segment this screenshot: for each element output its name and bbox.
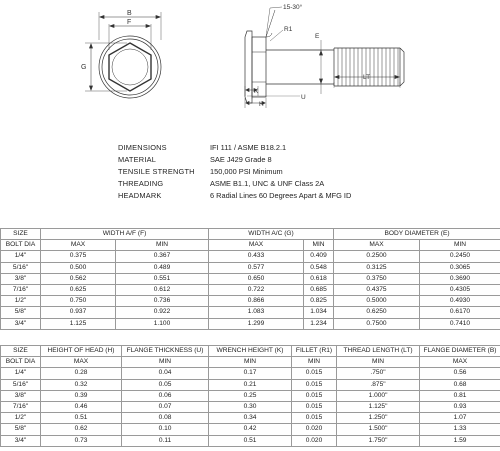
table-cell: 0.020 — [292, 435, 337, 446]
table-cell: 0.5000 — [334, 296, 420, 307]
table-cell: 0.05 — [122, 379, 209, 390]
bolt-size-cell: 5/16" — [1, 262, 41, 273]
dimensions-table-head-flange — [0, 345, 500, 447]
column-header: HEIGHT OF HEAD (H) — [41, 346, 122, 357]
table-cell: 0.3750 — [334, 273, 420, 284]
table-row — [1, 413, 500, 424]
spec-value: SAE J429 Grade 8 — [210, 155, 272, 165]
bolt-size-cell: 3/8" — [1, 390, 41, 401]
table-cell: 0.722 — [209, 285, 304, 296]
column-header: BOLT DIA — [1, 357, 41, 368]
dimensions-table-width-diameter — [0, 228, 500, 330]
column-header: MIN — [116, 240, 209, 251]
column-header: MAX — [41, 240, 116, 251]
table-cell: 0.736 — [116, 296, 209, 307]
table-cell: 0.6250 — [334, 307, 420, 318]
table-cell: 0.32 — [41, 379, 122, 390]
label-u: U — [301, 94, 306, 101]
table-row — [1, 435, 500, 446]
bolt-size-cell: 1/2" — [1, 413, 41, 424]
table-cell: 0.07 — [122, 402, 209, 413]
column-header: MAX — [41, 357, 122, 368]
bolt-size-cell: 1/4" — [1, 368, 41, 379]
table-row — [1, 296, 500, 307]
table-row — [1, 262, 500, 273]
table-row — [1, 424, 500, 435]
column-header: WRENCH HEIGHT (K) — [209, 346, 292, 357]
bolt-head-front-view — [85, 12, 161, 98]
table-cell: 0.04 — [122, 368, 209, 379]
table-cell: 0.46 — [41, 402, 122, 413]
bolt-technical-drawing — [0, 0, 500, 118]
table-cell: 0.015 — [292, 390, 337, 401]
label-k: K — [254, 88, 259, 95]
bolt-size-cell: 3/8" — [1, 273, 41, 284]
table-cell: 0.375 — [41, 251, 116, 262]
spec-key: HEADMARK — [118, 191, 162, 201]
bolt-size-cell: 3/4" — [1, 318, 41, 329]
table-cell: 0.650 — [209, 273, 304, 284]
table-cell: 0.30 — [209, 402, 292, 413]
table-cell: 1.07 — [420, 413, 500, 424]
table-row — [1, 318, 500, 329]
table-cell: 0.750 — [41, 296, 116, 307]
column-header: BOLT DIA — [1, 240, 41, 251]
table-cell: 0.08 — [122, 413, 209, 424]
bolt-size-cell: 5/16" — [1, 379, 41, 390]
table-cell: 0.28 — [41, 368, 122, 379]
table-cell: 1.034 — [304, 307, 334, 318]
table-cell: 0.3125 — [334, 262, 420, 273]
spec-value: 6 Radial Lines 60 Degrees Apart & MFG ID — [210, 191, 352, 201]
spec-row — [118, 190, 351, 202]
bolt-size-cell: 1/4" — [1, 251, 41, 262]
column-header: SIZE — [1, 346, 41, 357]
label-angle: 15-30° — [283, 4, 303, 11]
table-cell: 0.409 — [304, 251, 334, 262]
table-cell: 0.612 — [116, 285, 209, 296]
table-cell: 0.866 — [209, 296, 304, 307]
table-row — [1, 379, 500, 390]
spec-key: MATERIAL — [118, 155, 157, 165]
table-cell: 1.250" — [337, 413, 420, 424]
table-row — [1, 402, 500, 413]
table-cell: 0.4305 — [420, 285, 500, 296]
column-header: MIN — [209, 357, 292, 368]
table-cell: 0.6170 — [420, 307, 500, 318]
table-cell: 1.33 — [420, 424, 500, 435]
column-header: WIDTH A/C (G) — [209, 229, 334, 240]
table-cell: 0.433 — [209, 251, 304, 262]
bolt-size-cell: 3/4" — [1, 435, 41, 446]
table-cell: 0.2500 — [334, 251, 420, 262]
table-cell: 0.618 — [304, 273, 334, 284]
table-row — [1, 368, 500, 379]
table-cell: 0.93 — [420, 402, 500, 413]
column-header: MIN — [122, 357, 209, 368]
column-header: MIN — [420, 240, 500, 251]
table-cell: 0.500 — [41, 262, 116, 273]
table-cell: 0.2450 — [420, 251, 500, 262]
table-cell: 0.3690 — [420, 273, 500, 284]
label-e: E — [315, 33, 320, 40]
column-header: THREAD LENGTH (LT) — [337, 346, 420, 357]
table-cell: 0.21 — [209, 379, 292, 390]
table-cell: 1.125" — [337, 402, 420, 413]
column-header: FLANGE DIAMETER (B) — [420, 346, 500, 357]
table-row — [1, 285, 500, 296]
bolt-size-cell: 7/16" — [1, 402, 41, 413]
spec-value: IFI 111 / ASME B18.2.1 — [210, 143, 287, 152]
spec-key: TENSILE STRENGTH — [118, 167, 195, 177]
table-cell: 0.7410 — [420, 318, 500, 329]
table-cell: 0.68 — [420, 379, 500, 390]
table-cell: .875" — [337, 379, 420, 390]
bolt-size-cell: 5/8" — [1, 424, 41, 435]
table-header-row — [1, 346, 500, 357]
table-cell: 0.17 — [209, 368, 292, 379]
table-row — [1, 307, 500, 318]
label-lt: LT — [363, 74, 371, 81]
table-cell: 0.3065 — [420, 262, 500, 273]
table-cell: 0.015 — [292, 368, 337, 379]
table-cell: 0.020 — [292, 424, 337, 435]
table-cell: 0.825 — [304, 296, 334, 307]
table-cell: 0.73 — [41, 435, 122, 446]
column-header: FILLET (R1) — [292, 346, 337, 357]
label-f: F — [127, 19, 132, 26]
table-cell: 0.25 — [209, 390, 292, 401]
table-cell: 0.922 — [116, 307, 209, 318]
table-cell: 1.299 — [209, 318, 304, 329]
table-cell: 0.937 — [41, 307, 116, 318]
table-cell: 0.4375 — [334, 285, 420, 296]
table-row — [1, 390, 500, 401]
table-cell: 0.62 — [41, 424, 122, 435]
table-cell: 0.51 — [41, 413, 122, 424]
column-header: BODY DIAMETER (E) — [334, 229, 500, 240]
table-cell: 0.56 — [420, 368, 500, 379]
specifications-list — [118, 142, 351, 202]
table-cell: 1.000" — [337, 390, 420, 401]
table-cell: 0.551 — [116, 273, 209, 284]
table-subheader-row — [1, 357, 500, 368]
table-cell: 0.685 — [304, 285, 334, 296]
table-subheader-row — [1, 240, 500, 251]
table-cell: 1.125 — [41, 318, 116, 329]
column-header: MAX — [420, 357, 500, 368]
table-cell: 1.100 — [116, 318, 209, 329]
table-cell: 0.42 — [209, 424, 292, 435]
table-cell: 0.489 — [116, 262, 209, 273]
table-cell: 0.625 — [41, 285, 116, 296]
table-cell: 1.083 — [209, 307, 304, 318]
spec-row — [118, 178, 351, 190]
table-cell: 0.34 — [209, 413, 292, 424]
column-header: MIN — [304, 240, 334, 251]
bolt-side-view — [245, 8, 404, 103]
table-cell: 1.750" — [337, 435, 420, 446]
table-cell: 0.10 — [122, 424, 209, 435]
label-r1: R1 — [284, 26, 293, 33]
column-header: FLANGE THICKNESS (U) — [122, 346, 209, 357]
table-row — [1, 273, 500, 284]
bolt-size-cell: 5/8" — [1, 307, 41, 318]
table-header-row — [1, 229, 500, 240]
spec-key: THREADING — [118, 179, 164, 189]
table-cell: 0.015 — [292, 379, 337, 390]
spec-row — [118, 142, 351, 154]
spec-key: DIMENSIONS — [118, 143, 167, 152]
label-g: G — [81, 64, 87, 71]
column-header: MAX — [334, 240, 420, 251]
table-cell: 0.11 — [122, 435, 209, 446]
table-cell: 0.562 — [41, 273, 116, 284]
table-cell: 0.7500 — [334, 318, 420, 329]
column-header: SIZE — [1, 229, 41, 240]
table-cell: 0.548 — [304, 262, 334, 273]
table-row — [1, 251, 500, 262]
label-b: B — [127, 10, 132, 17]
table-cell: 0.577 — [209, 262, 304, 273]
table-cell: 0.06 — [122, 390, 209, 401]
column-header: MAX — [209, 240, 304, 251]
table-cell: 1.500" — [337, 424, 420, 435]
table-cell: .750" — [337, 368, 420, 379]
label-h: H — [259, 101, 264, 108]
table-cell: 0.4930 — [420, 296, 500, 307]
bolt-size-cell: 7/16" — [1, 285, 41, 296]
table-cell: 1.59 — [420, 435, 500, 446]
spec-row — [118, 154, 351, 166]
column-header: WIDTH A/F (F) — [41, 229, 209, 240]
bolt-size-cell: 1/2" — [1, 296, 41, 307]
table-cell: 0.39 — [41, 390, 122, 401]
column-header: MIN — [337, 357, 420, 368]
table-cell: 0.81 — [420, 390, 500, 401]
table-cell: 0.51 — [209, 435, 292, 446]
table-cell: 0.015 — [292, 402, 337, 413]
spec-row — [118, 166, 351, 178]
table-cell: 1.234 — [304, 318, 334, 329]
table-cell: 0.367 — [116, 251, 209, 262]
spec-value: 150,000 PSI Minimum — [210, 167, 283, 177]
column-header: MIN — [292, 357, 337, 368]
spec-value: ASME B1.1, UNC & UNF Class 2A — [210, 179, 325, 189]
table-cell: 0.015 — [292, 413, 337, 424]
